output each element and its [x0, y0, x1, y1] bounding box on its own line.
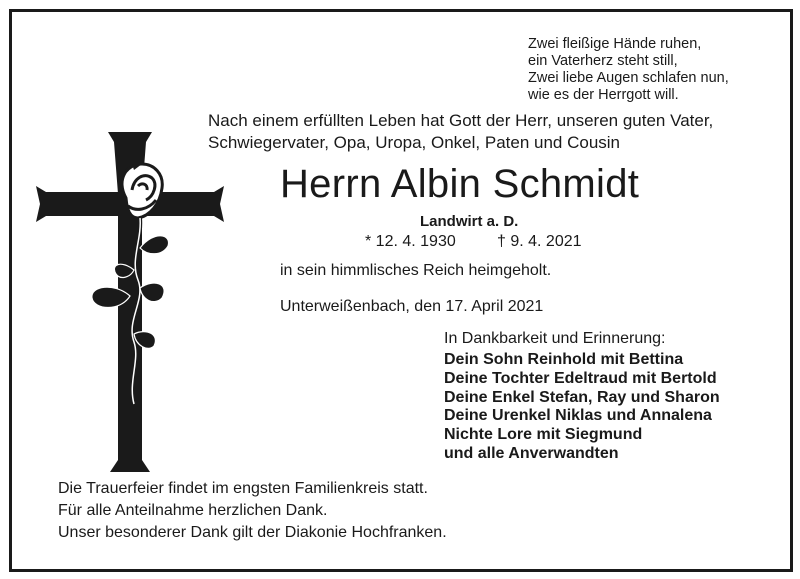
closing-text — [58, 478, 447, 544]
mourner-line: und alle Anverwandten — [444, 444, 619, 462]
place-date: Unterweißenbach, den 17. April 2021 — [280, 298, 544, 315]
mourner-line: Deine Enkel Stefan, Ray und Sharon — [444, 388, 720, 406]
birth-date: * 12. 4. 1930 — [365, 233, 456, 250]
intro-text — [208, 110, 713, 154]
poem-line: Zwei liebe Augen schlafen nun, — [528, 70, 729, 86]
mourner-line: Deine Urenkel Niklas und Annalena — [444, 407, 712, 425]
deceased-occupation: Landwirt a. D. — [420, 213, 519, 230]
deceased-name: Herrn Albin Schmidt — [280, 162, 640, 206]
closing-line: Die Trauerfeier findet im engsten Familienkreis statt. — [58, 480, 428, 497]
cross-with-rose-icon — [30, 120, 230, 480]
taken-home-text: in sein himmlisches Reich heimgeholt. — [280, 262, 552, 279]
mourner-line: Nichte Lore mit Siegmund — [444, 426, 643, 444]
intro-line: Nach einem erfüllten Leben hat Gott der Herr, unseren guten Vater, — [208, 111, 714, 130]
poem-line: wie es der Herrgott will. — [528, 87, 679, 103]
poem-line: ein Vaterherz steht still, — [528, 53, 678, 69]
mourners-list — [444, 351, 720, 464]
mourner-line: Dein Sohn Reinhold mit Bettina — [444, 351, 684, 368]
poem — [528, 36, 729, 104]
closing-line: Unser besonderer Dank gilt der Diakonie Hochfranken. — [58, 524, 447, 541]
poem-line: Zwei fleißige Hände ruhen, — [528, 36, 702, 52]
death-date: † 9. 4. 2021 — [497, 233, 582, 250]
intro-line: Schwiegervater, Opa, Uropa, Onkel, Paten und Cousin — [208, 133, 621, 152]
closing-line: Für alle Anteilnahme herzlichen Dank. — [58, 502, 328, 519]
mourner-line: Deine Tochter Edeltraud mit Bertold — [444, 369, 717, 387]
thanks-heading: In Dankbarkeit und Erinnerung: — [444, 330, 666, 347]
